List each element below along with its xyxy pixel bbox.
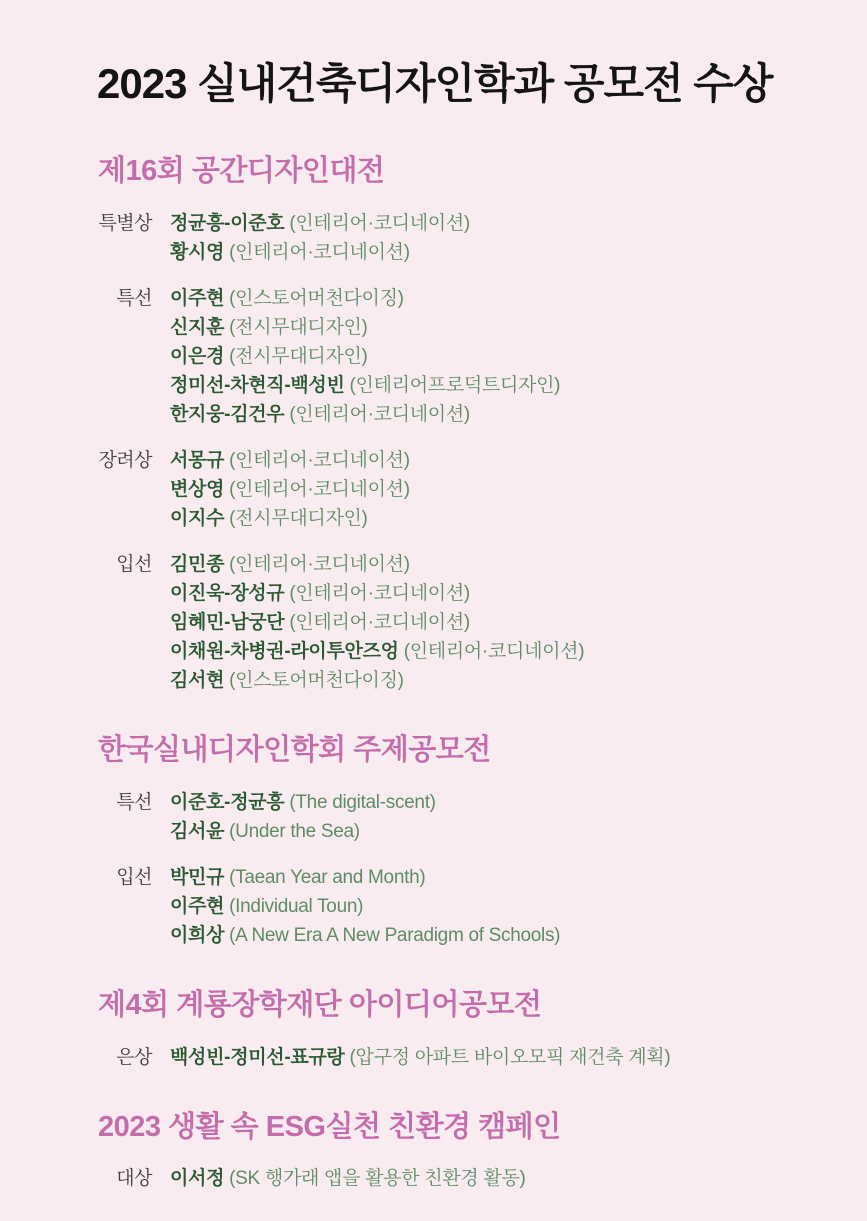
award-entry [170,400,560,429]
winner-name: 김서현 [170,670,225,692]
winner-name: 서몽규 [170,450,225,472]
work-detail: (인테리어·코디네이션) [289,213,470,235]
award-entry [170,863,560,892]
section-title: 한국실내디자인학회 주제공모전 [98,734,491,767]
work-detail: (전시무대디자인) [229,346,368,368]
entry-list [170,550,584,695]
award-entry [170,637,584,666]
award-entry [170,313,560,342]
award-group [0,1043,867,1072]
award-group [0,209,867,267]
winner-name: 이주현 [170,288,225,310]
section-space-design-competition [0,154,867,695]
winner-name: 정미선-차현직-백성빈 [170,375,345,397]
winner-name: 이채원-차병권-라이투안즈엉 [170,641,399,663]
work-detail: (인테리어·코디네이션) [289,583,470,605]
award-group [0,446,867,533]
work-detail: (인테리어·코디네이션) [229,450,410,472]
work-detail: (인테리어·코디네이션) [229,479,410,501]
work-detail: (인테리어·코디네이션) [403,641,585,663]
work-detail: (SK 행가래 앱을 활용한 친환경 활동) [229,1168,526,1190]
award-entry [170,817,436,846]
award-entry [170,284,560,313]
winner-name: 김서윤 [170,820,225,842]
award-group [0,863,867,950]
page-title: 2023 실내건축디자인학과 공모전 수상 [97,60,773,107]
award-entry [170,371,560,400]
winner-name: 정균흥-이준호 [170,213,285,235]
award-entry [170,550,584,579]
winner-name: 김민종 [170,554,225,576]
work-detail: (Taean Year and Month) [229,866,426,888]
winner-name: 박민규 [170,866,225,888]
entry-list [170,209,470,267]
winner-name: 이지수 [170,508,225,530]
entry-list [170,1043,670,1072]
award-entry [170,788,436,817]
winner-name: 임혜민-남궁단 [170,612,285,634]
work-detail: (인스토어머천다이징) [229,670,404,692]
entry-list [170,1164,526,1193]
work-detail: (인테리어·코디네이션) [229,554,410,576]
award-entry [170,475,410,504]
winner-name: 이준호-정균흥 [170,791,285,813]
award-entry [170,579,584,608]
section-title: 2023 생활 속 ESG실천 친환경 캠페인 [98,1110,561,1143]
award-group [0,788,867,846]
award-label: 특선 [116,791,152,813]
work-detail: (전시무대디자인) [229,508,368,530]
award-label: 장려상 [98,450,152,472]
section-title: 제16회 공간디자인대전 [98,155,385,188]
award-entry [170,238,470,267]
winner-name: 이주현 [170,895,225,917]
entry-list [170,788,436,846]
award-group [0,550,867,695]
work-detail: (인테리어프로덕트디자인) [349,375,561,397]
winner-name: 백성빈-정미선-표규랑 [170,1046,345,1068]
award-label: 입선 [116,554,152,576]
work-detail: (전시무대디자인) [229,317,368,339]
work-detail: (인스토어머천다이징) [229,288,404,310]
award-entry [170,1043,670,1072]
winner-name: 이서정 [170,1168,225,1190]
award-label: 입선 [116,866,152,888]
work-detail: (Individual Toun) [229,895,364,917]
award-entry [170,446,410,475]
entry-list [170,446,410,533]
work-detail: (Under the Sea) [229,820,360,842]
award-group [0,284,867,429]
section-gyeryong-idea-competition [0,988,867,1072]
award-entry [170,666,584,695]
award-entry [170,921,560,950]
award-entry [170,608,584,637]
award-entry [170,342,560,371]
work-detail: (인테리어·코디네이션) [229,242,410,264]
work-detail: (인테리어·코디네이션) [289,404,470,426]
award-label: 특선 [116,288,152,310]
section-title: 제4회 계룡장학재단 아이디어공모전 [98,988,542,1021]
winner-name: 이희상 [170,924,225,946]
award-label: 특별상 [98,213,152,235]
award-label: 은상 [116,1046,152,1068]
award-entry [170,892,560,921]
entry-list [170,863,560,950]
work-detail: (The digital-scent) [289,791,436,813]
winner-name: 황시영 [170,242,225,264]
work-detail: (A New Era A New Paradigm of Schools) [229,924,561,946]
entry-list [170,284,560,429]
winner-name: 이은경 [170,346,225,368]
winner-name: 신지훈 [170,317,225,339]
award-entry [170,504,410,533]
winner-name: 한지웅-김건우 [170,404,285,426]
award-entry [170,1164,526,1193]
award-entry [170,209,470,238]
section-kiid-theme-competition [0,733,867,950]
winner-name: 이진욱-장성규 [170,583,285,605]
work-detail: (압구정 아파트 바이오모픽 재건축 계획) [349,1046,671,1068]
award-group [0,1164,867,1193]
work-detail: (인테리어·코디네이션) [289,612,470,634]
winner-name: 변상영 [170,479,225,501]
section-esg-eco-campaign [0,1110,867,1194]
award-label: 대상 [116,1168,152,1190]
